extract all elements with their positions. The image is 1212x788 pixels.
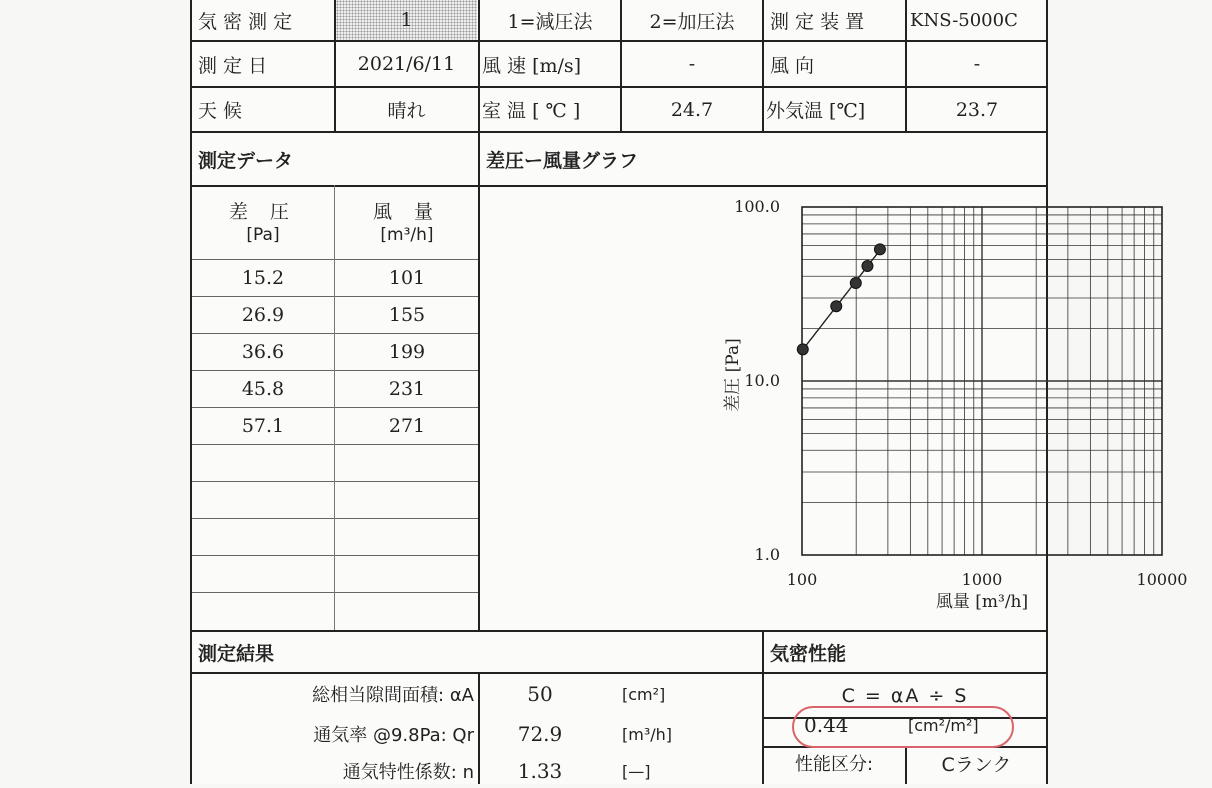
performance-title [764,632,1046,672]
graph-section-title [480,133,1046,185]
table-row-pressure [192,334,334,370]
table-row-flow [336,334,478,370]
c-unit-text: [cm²/m²] [908,715,979,735]
pressure-cell: 57.1 [241,415,285,437]
pressure-cell: 36.6 [241,341,285,363]
wind-speed-value [622,42,762,86]
x-axis-label: 風量 [m³/h] [935,592,1029,612]
result-value-text: 50 [527,682,553,706]
method-decompression [480,0,620,40]
flow-header-text: 風 量 [372,200,442,223]
table-row-pressure [192,371,334,407]
rank-value-text: Cランク [941,753,1012,776]
wind-speed-value-text: - [688,53,696,75]
date-label-text: 測 定 日 [198,54,268,77]
pressure-cell: 15.2 [241,267,285,289]
result-unit-text: [m³/h] [622,724,673,744]
flow-cell: 101 [388,267,426,289]
table-row-pressure [192,408,334,444]
result-value-alpha-a [480,674,600,714]
result-value-text: 1.33 [517,759,563,783]
test-label [192,0,334,40]
outside-temp-value [908,88,1046,131]
result-label-text: 総相当隙間面積: αA [312,685,474,706]
flow-column-header [336,190,478,256]
weather-value-text: 晴れ [387,100,426,122]
test-label-text: 気 密 測 定 [198,10,293,33]
result-unit-qr [622,714,752,754]
rank-value [907,748,1046,778]
c-formula-text: C = αA ÷ S [841,684,969,707]
data-point [862,261,873,272]
result-value-qr [480,714,600,754]
method2-text: 2=加圧法 [649,10,735,33]
room-temp-value-text: 24.7 [670,98,714,121]
wind-direction-value-text: - [973,53,981,75]
data-point [874,244,885,255]
result-label-n [192,754,474,788]
pressure-cell: 45.8 [241,378,285,400]
outside-temp-label-text: 外気温 [℃] [766,100,866,122]
rule [192,444,478,445]
y-tick-label: 10.0 [744,371,780,390]
pressure-cell: 26.9 [241,304,285,326]
rule [192,592,478,593]
outside-temp-value-text: 23.7 [955,98,999,121]
weather-value [336,88,477,131]
table-row-flow [336,297,478,333]
result-label-text: 通気特性係数: n [342,762,474,783]
wind-speed-label [482,42,620,86]
device-label-text: 測 定 装 置 [770,10,865,33]
y-tick-label: 1.0 [754,545,780,564]
result-unit-text: [cm²] [622,684,666,704]
pressure-header-text: 差 圧 [228,200,298,223]
device-value-text: KNS-5000C [910,9,1018,31]
date-label [192,42,334,86]
weather-label [192,88,334,131]
result-unit-alpha-a [622,674,752,714]
pressure-unit-text: [Pa] [246,225,280,246]
result-value-text: 72.9 [517,722,563,746]
outside-temp-label [766,88,905,131]
wind-direction-label [764,42,905,86]
wind-speed-label-text: 風 速 [m/s] [482,54,582,77]
data-section-title [192,133,478,185]
rule [192,481,478,482]
data-point [850,277,861,288]
c-unit [908,707,1018,743]
result-label-text: 通気率 @9.8Pa: Qr [313,725,474,746]
graph-section-title-text: 差圧ー風量グラフ [486,149,639,172]
rule [905,0,907,131]
test-value-text: 1 [400,9,413,31]
table-row-pressure [192,260,334,296]
wind-direction-value [908,42,1046,86]
room-temp-label [482,88,620,131]
test-value [336,0,477,40]
result-label-alpha-a [192,674,474,714]
flow-cell: 155 [388,304,426,326]
result-label-qr [192,714,474,754]
table-row-flow [336,260,478,296]
table-row-flow [336,408,478,444]
result-value-n [480,754,600,788]
data-point [831,301,842,312]
date-value [336,42,477,86]
result-unit-text: [—] [622,761,651,781]
x-tick-label: 100 [786,570,818,589]
data-section-title-text: 測定データ [198,149,294,172]
performance-title-text: 気密性能 [770,642,847,665]
flow-cell: 231 [388,378,426,400]
date-value-text: 2021/6/11 [357,53,456,75]
method-pressurization [622,0,762,40]
airtightness-report [190,0,1188,784]
rank-label [764,748,904,778]
c-value [804,707,894,743]
result-unit-n [622,754,752,788]
c-value-text: 0.44 [804,713,849,737]
results-title [192,632,762,672]
method1-text: 1=減圧法 [507,10,593,33]
flow-cell: 199 [388,341,426,363]
weather-label-text: 天 候 [198,100,243,122]
flow-cell: 271 [388,415,426,437]
flow-unit-text: [m³/h] [380,225,434,246]
rule [334,185,335,630]
wind-direction-label-text: 風 向 [770,54,815,77]
room-temp-label-text: 室 温 [ ℃ ] [482,100,581,122]
device-label [764,0,905,40]
rule [192,555,478,556]
rule [192,518,478,519]
x-tick-label: 1000 [961,570,1003,589]
table-row-flow [336,371,478,407]
device-value [908,0,1046,40]
pressure-flow-chart [480,187,1188,630]
room-temp-value [622,88,762,131]
data-point [797,344,808,355]
pressure-column-header [192,190,334,256]
y-axis-label: 差圧 [Pa] [723,338,743,412]
x-tick-label: 10000 [1136,570,1188,589]
table-row-pressure [192,297,334,333]
rank-label-text: 性能区分: [794,754,874,775]
results-title-text: 測定結果 [198,642,275,665]
y-tick-label: 100.0 [734,197,780,216]
